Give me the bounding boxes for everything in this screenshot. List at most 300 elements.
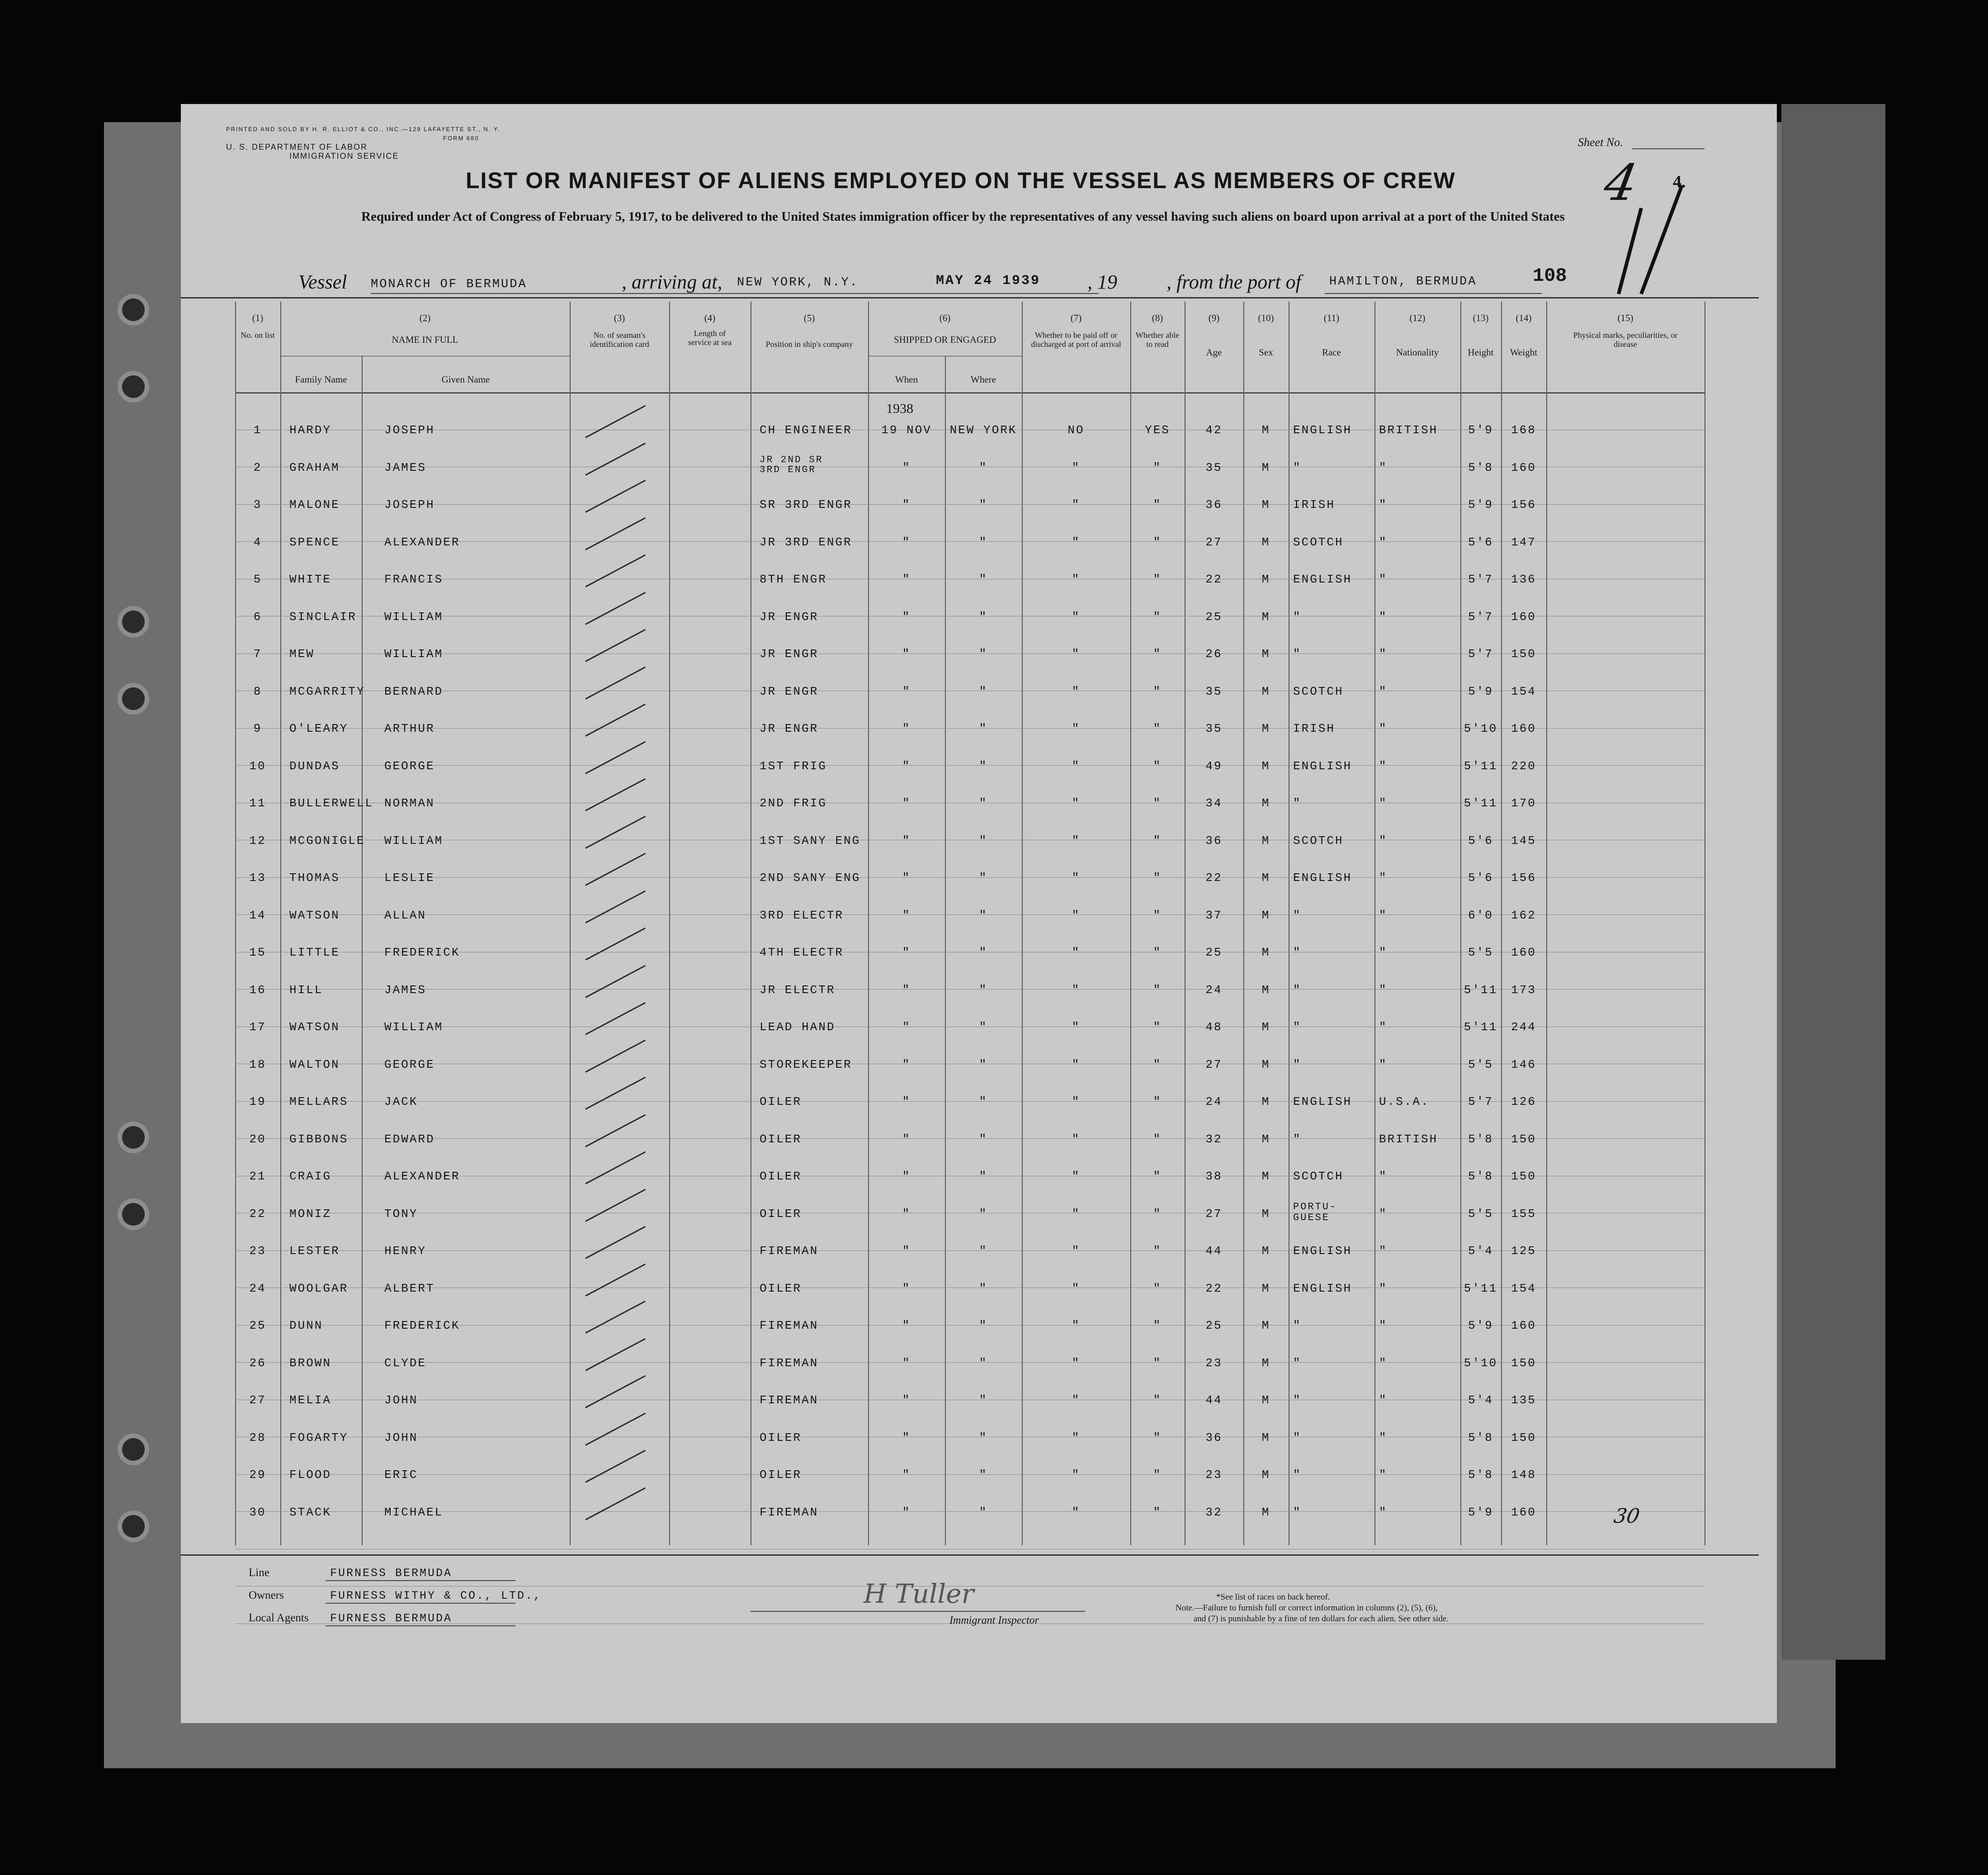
paid-off: "	[1072, 722, 1081, 735]
col-divider	[1546, 302, 1547, 1545]
crew-number: 19	[249, 1095, 266, 1108]
height: 5'10	[1464, 1356, 1498, 1370]
crew-number: 14	[249, 908, 266, 922]
race: "	[1293, 1393, 1302, 1407]
height: 6'0	[1468, 908, 1493, 922]
given-name: MICHAEL	[384, 1505, 444, 1519]
weight: 150	[1511, 1170, 1536, 1183]
col3-label: No. of seaman's identification card	[590, 331, 649, 349]
height: 5'7	[1468, 1095, 1493, 1108]
family-name: WHITE	[289, 573, 332, 586]
owners-label: Owners	[249, 1589, 284, 1601]
height: 5'9	[1468, 684, 1493, 698]
arrival-port: NEW YORK, N.Y.	[737, 276, 859, 289]
height: 5'9	[1468, 498, 1493, 511]
crew-number: 8	[253, 684, 262, 698]
row-rule	[235, 392, 1705, 393]
weight: 244	[1511, 1020, 1536, 1034]
weight: 126	[1511, 1095, 1536, 1108]
given-name: ALEXANDER	[384, 535, 460, 549]
col12-number: (12)	[1409, 312, 1426, 323]
sheet-number-label: Sheet No.	[1578, 136, 1623, 149]
shipped-where: "	[979, 1281, 988, 1295]
shipped-where: "	[979, 647, 988, 661]
shipped-when: 19 NOV	[881, 423, 932, 437]
check-mark	[585, 965, 646, 998]
paid-off: "	[1072, 535, 1081, 549]
shipped-when: "	[902, 1356, 911, 1370]
from-port-label: , from the port of	[1166, 271, 1301, 293]
able-to-read: "	[1153, 1244, 1162, 1258]
family-name: BROWN	[289, 1356, 332, 1370]
weight: 136	[1511, 573, 1536, 586]
col7-number: (7)	[1070, 312, 1082, 323]
nationality: "	[1379, 573, 1388, 586]
weight: 160	[1511, 722, 1536, 735]
col3-number: (3)	[614, 312, 625, 323]
family-name: CRAIG	[289, 1170, 332, 1183]
given-name: GEORGE	[384, 759, 435, 773]
given-name: JAMES	[384, 983, 427, 997]
height: 5'9	[1468, 423, 1493, 437]
sheet-number-value: 4.	[1673, 172, 1686, 191]
given-name: JACK	[384, 1095, 418, 1108]
paid-off: "	[1072, 1020, 1081, 1034]
shipped-when: "	[902, 1430, 911, 1444]
check-mark	[585, 405, 646, 438]
shipped-where: "	[979, 1505, 988, 1519]
crew-number: 13	[249, 871, 266, 885]
shipped-when: "	[902, 1020, 911, 1034]
check-mark	[585, 704, 646, 737]
col11-label: Race	[1322, 347, 1341, 358]
given-name: JOHN	[384, 1393, 418, 1407]
date-line	[918, 293, 1099, 294]
race: "	[1293, 460, 1302, 474]
race: ENGLISH	[1293, 423, 1352, 437]
weight: 156	[1511, 498, 1536, 511]
col9-label: Age	[1206, 347, 1222, 358]
shipped-where: "	[979, 610, 988, 624]
able-to-read: "	[1153, 1132, 1162, 1146]
position: OILER	[760, 1430, 802, 1444]
paid-off: "	[1072, 1356, 1081, 1370]
given-name: BERNARD	[384, 684, 444, 698]
height: 5'6	[1468, 833, 1493, 848]
position: STOREKEEPER	[760, 1057, 852, 1071]
family-name: DUNN	[289, 1319, 323, 1332]
nationality: "	[1379, 1170, 1388, 1183]
able-to-read: "	[1153, 759, 1162, 773]
sex: M	[1261, 1132, 1270, 1146]
able-to-read: "	[1153, 684, 1162, 698]
binder-hole	[122, 1126, 145, 1149]
col13-number: (13)	[1473, 312, 1489, 323]
nationality: "	[1379, 871, 1388, 885]
owners-value: FURNESS WITHY & CO., LTD.,	[330, 1589, 542, 1602]
race: "	[1293, 796, 1302, 810]
weight: 135	[1511, 1393, 1536, 1407]
race: "	[1293, 647, 1302, 661]
check-mark	[585, 592, 646, 625]
age: 23	[1205, 1356, 1223, 1370]
family-name: MCGARRITY	[289, 684, 365, 698]
given-name: HENRY	[384, 1244, 427, 1258]
height: 5'11	[1464, 983, 1498, 997]
given-name: EDWARD	[384, 1132, 435, 1146]
crew-number: 26	[249, 1356, 266, 1370]
check-mark	[585, 1002, 646, 1035]
paid-off: "	[1072, 1170, 1081, 1183]
given-name: WILLIAM	[384, 1020, 444, 1034]
height: 5'5	[1468, 1207, 1493, 1221]
sex: M	[1261, 946, 1270, 959]
able-to-read: "	[1153, 573, 1162, 586]
departure-port: HAMILTON, BERMUDA	[1329, 275, 1477, 289]
sex: M	[1261, 871, 1270, 885]
race: ENGLISH	[1293, 573, 1352, 586]
able-to-read: "	[1153, 1505, 1162, 1519]
paid-off: "	[1072, 946, 1081, 959]
able-to-read: "	[1153, 1020, 1162, 1034]
check-mark	[585, 666, 646, 699]
paid-off: "	[1072, 610, 1081, 624]
race: IRISH	[1293, 498, 1336, 511]
nationality: "	[1379, 684, 1388, 698]
shipped-when: "	[902, 759, 911, 773]
race: "	[1293, 1020, 1302, 1034]
nationality: "	[1379, 833, 1388, 848]
family-name: MEW	[289, 647, 315, 661]
sex: M	[1261, 1319, 1270, 1332]
sex: M	[1261, 1095, 1270, 1108]
age: 25	[1205, 610, 1223, 624]
races-note: *See list of races on back hereof.	[1216, 1592, 1330, 1602]
position: FIREMAN	[760, 1244, 819, 1258]
family-name: SINCLAIR	[289, 610, 357, 624]
height: 5'8	[1468, 1468, 1493, 1482]
col15-label: Physical marks, peculiarities, or disease	[1573, 331, 1678, 349]
height: 5'11	[1464, 1020, 1498, 1034]
crew-number: 17	[249, 1020, 266, 1034]
age: 38	[1205, 1170, 1223, 1183]
given-name: TONY	[384, 1207, 418, 1221]
crew-number: 23	[249, 1244, 266, 1258]
height: 5'8	[1468, 1170, 1493, 1183]
paid-off: "	[1072, 1207, 1081, 1221]
shipped-when: "	[902, 1468, 911, 1482]
check-mark	[585, 1077, 646, 1110]
family-name: GRAHAM	[289, 460, 340, 474]
nationality: "	[1379, 722, 1388, 735]
paid-off: "	[1072, 573, 1081, 586]
col4-label: Length of service at sea	[688, 329, 732, 347]
family-name: MCGONIGLE	[289, 833, 365, 848]
paid-off: "	[1072, 833, 1081, 848]
sex: M	[1261, 423, 1270, 437]
shipped-when: "	[902, 833, 911, 848]
nationality: "	[1379, 1281, 1388, 1295]
race: "	[1293, 908, 1302, 922]
position: OILER	[760, 1132, 802, 1146]
paid-off: "	[1072, 796, 1081, 810]
shipped-where: "	[979, 684, 988, 698]
family-name: O'LEARY	[289, 722, 349, 735]
family-name: WATSON	[289, 908, 340, 922]
sex: M	[1261, 573, 1270, 586]
col11-number: (11)	[1323, 312, 1340, 323]
shipped-where: "	[979, 573, 988, 586]
when-header: When	[895, 374, 918, 385]
service-name: IMMIGRATION SERVICE	[289, 152, 399, 161]
family-name: HILL	[289, 983, 323, 997]
weight: 150	[1511, 647, 1536, 661]
col-divider	[669, 302, 670, 1545]
check-mark	[585, 853, 646, 886]
given-name: JOSEPH	[384, 423, 435, 437]
sex: M	[1261, 498, 1270, 511]
paid-off: "	[1072, 1319, 1081, 1332]
height: 5'11	[1464, 759, 1498, 773]
shipped-when: "	[902, 647, 911, 661]
able-to-read: "	[1153, 1095, 1162, 1108]
paid-off: "	[1072, 983, 1081, 997]
nationality: "	[1379, 647, 1388, 661]
able-to-read: "	[1153, 1319, 1162, 1332]
col1-number: (1)	[252, 312, 264, 323]
shipped-when: "	[902, 1244, 911, 1258]
family-name: SPENCE	[289, 535, 340, 549]
nationality: "	[1379, 1393, 1388, 1407]
shipped-when: "	[902, 1170, 911, 1183]
col6-number: (6)	[939, 312, 951, 323]
check-mark	[585, 480, 646, 513]
handwritten-number: 4	[1600, 154, 1642, 212]
paid-off: "	[1072, 498, 1081, 511]
age: 48	[1205, 1020, 1223, 1034]
check-mark	[585, 1450, 646, 1483]
line-label: Line	[249, 1567, 269, 1579]
arriving-label: , arriving at,	[622, 271, 722, 293]
sex: M	[1261, 722, 1270, 735]
position: JR ENGR	[760, 610, 819, 624]
sex: M	[1261, 759, 1270, 773]
family-name: HARDY	[289, 423, 332, 437]
shipped-when: "	[902, 946, 911, 959]
position: FIREMAN	[760, 1505, 819, 1519]
binder-hole	[122, 298, 145, 321]
check-mark	[585, 890, 646, 923]
handwritten-slashes	[1591, 167, 1691, 303]
nationality: "	[1379, 1430, 1388, 1444]
weight: 168	[1511, 423, 1536, 437]
shipped-where: "	[979, 1468, 988, 1482]
shipped-where: "	[979, 1430, 988, 1444]
crew-number: 10	[249, 759, 266, 773]
sex: M	[1261, 833, 1270, 848]
agents-underline	[326, 1625, 515, 1626]
shipped-when: "	[902, 1207, 911, 1221]
shipped-when: "	[902, 1319, 911, 1332]
given-name: JOHN	[384, 1430, 418, 1444]
nationality: "	[1379, 908, 1388, 922]
nationality: "	[1379, 535, 1388, 549]
nationality: "	[1379, 610, 1388, 624]
age: 42	[1205, 423, 1223, 437]
race: ENGLISH	[1293, 1244, 1352, 1258]
position: JR ENGR	[760, 722, 819, 735]
check-mark	[585, 741, 646, 774]
shipped-where: "	[979, 1207, 988, 1221]
able-to-read: "	[1153, 796, 1162, 810]
age: 36	[1205, 1430, 1223, 1444]
year-note: 1938	[886, 401, 913, 416]
crew-number: 30	[249, 1505, 266, 1519]
nationality: "	[1379, 1468, 1388, 1482]
race: ENGLISH	[1293, 1281, 1352, 1295]
position: 4TH ELECTR	[760, 946, 844, 959]
position: 1ST SANY ENG	[760, 833, 861, 848]
race: SCOTCH	[1293, 1170, 1344, 1183]
check-mark	[585, 1375, 646, 1408]
col15-number: (15)	[1617, 312, 1634, 323]
family-name: MELLARS	[289, 1095, 349, 1108]
year-label: , 19	[1087, 271, 1117, 293]
able-to-read: "	[1153, 498, 1162, 511]
sex: M	[1261, 1356, 1270, 1370]
nationality: "	[1379, 498, 1388, 511]
weight: 146	[1511, 1057, 1536, 1071]
inspector-title: Immigrant Inspector	[949, 1615, 1039, 1626]
position: OILER	[760, 1095, 802, 1108]
printer-line: PRINTED AND SOLD BY H. R. ELLIOT & CO., INC.—129 LAFAYETTE ST., N. Y.	[226, 126, 501, 133]
height: 5'6	[1468, 871, 1493, 885]
race: "	[1293, 1505, 1302, 1519]
given-name-header: Given Name	[441, 374, 490, 385]
check-mark	[585, 629, 646, 662]
sex: M	[1261, 610, 1270, 624]
height: 5'9	[1468, 1505, 1493, 1519]
family-name: WATSON	[289, 1020, 340, 1034]
race: "	[1293, 1356, 1302, 1370]
check-mark	[585, 1338, 646, 1371]
age: 22	[1205, 573, 1223, 586]
sex: M	[1261, 983, 1270, 997]
age: 32	[1205, 1505, 1223, 1519]
able-to-read: "	[1153, 1356, 1162, 1370]
position: JR ENGR	[760, 647, 819, 661]
shipped-when: "	[902, 908, 911, 922]
weight: 145	[1511, 833, 1536, 848]
family-name: MELIA	[289, 1393, 332, 1407]
family-name: WALTON	[289, 1057, 340, 1071]
age: 44	[1205, 1244, 1223, 1258]
shipped-when: "	[902, 498, 911, 511]
race: ENGLISH	[1293, 1095, 1352, 1108]
position: JR 3RD ENGR	[760, 535, 852, 549]
height: 5'8	[1468, 1430, 1493, 1444]
race: SCOTCH	[1293, 535, 1344, 549]
height: 5'4	[1468, 1393, 1493, 1407]
family-name: BULLERWELL	[289, 796, 374, 810]
crew-number: 29	[249, 1468, 266, 1482]
weight: 150	[1511, 1430, 1536, 1444]
age: 35	[1205, 460, 1223, 474]
position: FIREMAN	[760, 1356, 819, 1370]
able-to-read: "	[1153, 1057, 1162, 1071]
paid-off: "	[1072, 1095, 1081, 1108]
col1-label: No. on list	[241, 331, 275, 340]
paid-off: NO	[1067, 423, 1085, 437]
shipped-where: NEW YORK	[949, 423, 1017, 437]
crew-number: 16	[249, 983, 266, 997]
where-header: Where	[971, 374, 996, 385]
crew-number: 28	[249, 1430, 266, 1444]
age: 49	[1205, 759, 1223, 773]
given-name: ALEXANDER	[384, 1170, 460, 1183]
shipped-when: "	[902, 1505, 911, 1519]
position: FIREMAN	[760, 1319, 819, 1332]
paid-off: "	[1072, 647, 1081, 661]
sex: M	[1261, 1430, 1270, 1444]
weight: 170	[1511, 796, 1536, 810]
shipped-when: "	[902, 1095, 911, 1108]
nationality: BRITISH	[1379, 1132, 1438, 1146]
age: 35	[1205, 684, 1223, 698]
col-divider	[570, 302, 571, 1545]
given-name: ERIC	[384, 1468, 418, 1482]
able-to-read: "	[1153, 1207, 1162, 1221]
shipped-when: "	[902, 871, 911, 885]
position: CH ENGINEER	[760, 423, 852, 437]
check-mark	[585, 1188, 646, 1222]
crew-number: 3	[253, 498, 262, 511]
agents-value: FURNESS BERMUDA	[330, 1612, 453, 1625]
height: 5'5	[1468, 946, 1493, 959]
crew-number: 11	[249, 796, 266, 810]
able-to-read: "	[1153, 460, 1162, 474]
race: "	[1293, 610, 1302, 624]
col14-number: (14)	[1516, 312, 1532, 323]
paid-off: "	[1072, 1468, 1081, 1482]
form-title: LIST OR MANIFEST OF ALIENS EMPLOYED ON THE VESSEL AS MEMBERS OF CREW	[466, 168, 1456, 193]
sex: M	[1261, 1170, 1270, 1183]
weight: 160	[1511, 1505, 1536, 1519]
age: 24	[1205, 1095, 1223, 1108]
binder-hole	[122, 611, 145, 633]
form-subtitle: Required under Act of Congress of February 5, 1917, to be delivered to the United States immigration officer by the representatives of any vessel having such aliens on board upon arrival at a port of the United States	[361, 209, 1565, 224]
race: PORTU-GUESE	[1293, 1201, 1337, 1223]
vessel-name: MONARCH OF BERMUDA	[371, 278, 527, 291]
from-line	[1325, 293, 1542, 294]
check-mark	[585, 815, 646, 848]
age: 37	[1205, 908, 1223, 922]
col10-label: Sex	[1259, 347, 1273, 358]
given-name: ARTHUR	[384, 722, 435, 735]
family-name: STACK	[289, 1505, 332, 1519]
race: "	[1293, 1468, 1302, 1482]
penalty-note-1: Note.—Failure to furnish full or correct information in columns (2), (5), (6),	[1176, 1603, 1438, 1613]
given-name: WILLIAM	[384, 647, 444, 661]
crew-number: 20	[249, 1132, 266, 1146]
binder-hole	[122, 687, 145, 710]
given-name: JAMES	[384, 460, 427, 474]
shipped-when: "	[902, 684, 911, 698]
nationality: "	[1379, 1505, 1388, 1519]
binder-hole	[122, 1438, 145, 1461]
position: 3RD ELECTR	[760, 908, 844, 922]
shipped-where: "	[979, 833, 988, 848]
